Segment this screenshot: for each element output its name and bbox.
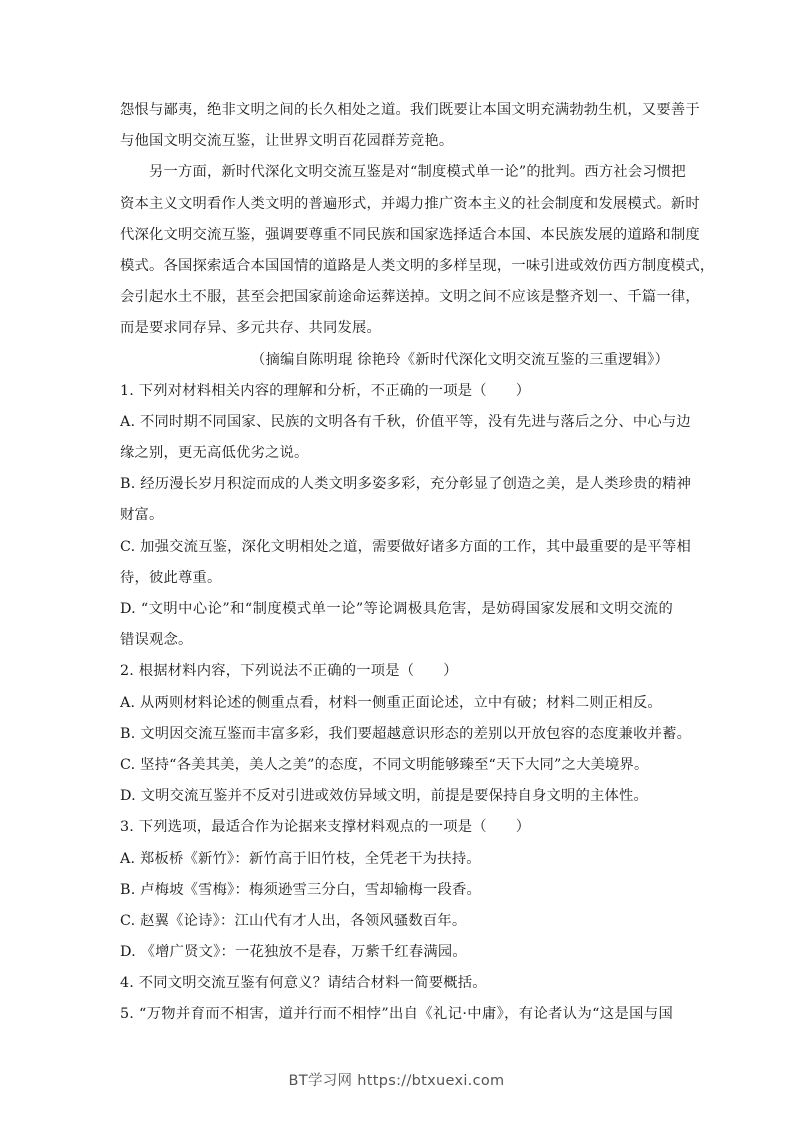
text-line: 另一方面，新时代深化文明交流互鉴是对“制度模式单一论”的批判。西方社会习惯把	[149, 164, 686, 181]
option-a: A. 郑板桥《新竹》：新竹高于旧竹枝，全凭老干为扶持。	[120, 850, 481, 867]
document-page	[120, 95, 715, 1031]
option-d: D. 《增广贤文》：一花独放不是春，万紫千红春满园。	[120, 944, 467, 961]
question-1	[120, 376, 692, 657]
text-line: 而是要求同存异、多元共存、共同发展。	[120, 320, 381, 337]
question-stem: 3. 下列选项，最适合作为论据来支撑材料观点的一项是（ ）	[120, 819, 531, 836]
option-d	[120, 594, 673, 656]
text-line: 怨恨与鄙夷，绝非文明之间的长久相处之道。我们既要让本国文明充满勃勃生机，又要善于	[120, 102, 700, 118]
text-line: 代深化文明交流互鉴，强调要尊重不同民族和国家选择适合本国、本民族发展的道路和制度	[120, 226, 700, 243]
option-b: B. 文明因交流互鉴而丰富多彩，我们要超越意识形态的差别以开放包容的态度兼收并蓄。	[120, 725, 692, 742]
question-stem: 2. 根据材料内容，下列说法不正确的一项是（ ）	[120, 663, 458, 680]
question-stem: 1. 下列对材料相关内容的理解和分析，不正确的一项是（ ）	[120, 382, 531, 399]
text-line: B. 经历漫长岁月积淀而成的人类文明多姿多彩，充分彰显了创造之美，是人类珍贵的精神	[120, 476, 692, 493]
passage-paragraph-1	[120, 95, 700, 157]
text-line: 财富。	[120, 507, 164, 524]
text-line: 与他国文明交流互鉴，让世界文明百花园群芳竞艳。	[120, 133, 454, 150]
question-3	[120, 812, 673, 968]
option-c: C. 赵翼《论诗》：江山代有才人出，各领风骚数百年。	[120, 912, 467, 929]
text-line: A. 不同时期不同国家、民族的文明各有千秋，价值平等，没有先进与落后之分、中心与边	[120, 413, 691, 430]
text-line: 模式。各国探索适合本国国情的道路是人类文明的多样呈现，一味引进或效仿西方制度模式，	[120, 257, 715, 274]
text-line: 资本主义文明看作人类文明的普遍形式，并竭力推广资本主义的社会制度和发展模式。新时	[120, 195, 700, 212]
site-watermark: BT学习网 https://btxuexi.com	[288, 1073, 505, 1089]
option-a: A. 从两则材料论述的侧重点看，材料一侧重正面论述，立中有破；材料二则正相反。	[120, 694, 662, 711]
text-line: 待，彼此尊重。	[120, 569, 222, 586]
text-line: C. 加强交流互鉴，深化文明相处之道，需要做好诸多方面的工作，其中最重要的是平等相	[120, 538, 691, 555]
passage-paragraph-2	[120, 157, 715, 344]
question-stem: 5. “万物并育而不相害，道并行而不相悖”出自《礼记·中庸》，有论者认为“这是国与国	[120, 1006, 673, 1023]
option-c: C. 坚持“各美其美，美人之美”的态度，不同文明能够臻至“天下大同”之大美境界。	[120, 756, 649, 773]
passage-source-citation: （摘编自陈明琨 徐艳玲《新时代深化文明交流互鉴的三重逻辑》）	[250, 351, 669, 368]
option-d: D. 文明交流互鉴并不反对引进或效仿异域文明，前提是要保持自身文明的主体性。	[120, 788, 649, 805]
text-line: 错误观念。	[120, 632, 193, 649]
text-line: 缘之别，更无高低优劣之说。	[120, 445, 309, 462]
option-a	[120, 407, 691, 469]
option-b: B. 卢梅坡《雪梅》：梅须逊雪三分白，雪却输梅一段香。	[120, 881, 481, 898]
question-5	[120, 999, 673, 1030]
option-c	[120, 532, 691, 594]
option-b	[120, 469, 692, 531]
text-line: 会引起水土不服，甚至会把国家前途命运葬送掉。文明之间不应该是整齐划一、千篇一律，	[120, 289, 700, 306]
text-line: D. “文明中心论”和“制度模式单一论”等论调极具危害，是妨碍国家发展和文明交流的	[120, 601, 673, 617]
question-4	[120, 968, 673, 999]
question-2	[120, 656, 692, 812]
question-stem: 4. 不同文明交流互鉴有何意义？请结合材料一简要概括。	[120, 975, 487, 992]
